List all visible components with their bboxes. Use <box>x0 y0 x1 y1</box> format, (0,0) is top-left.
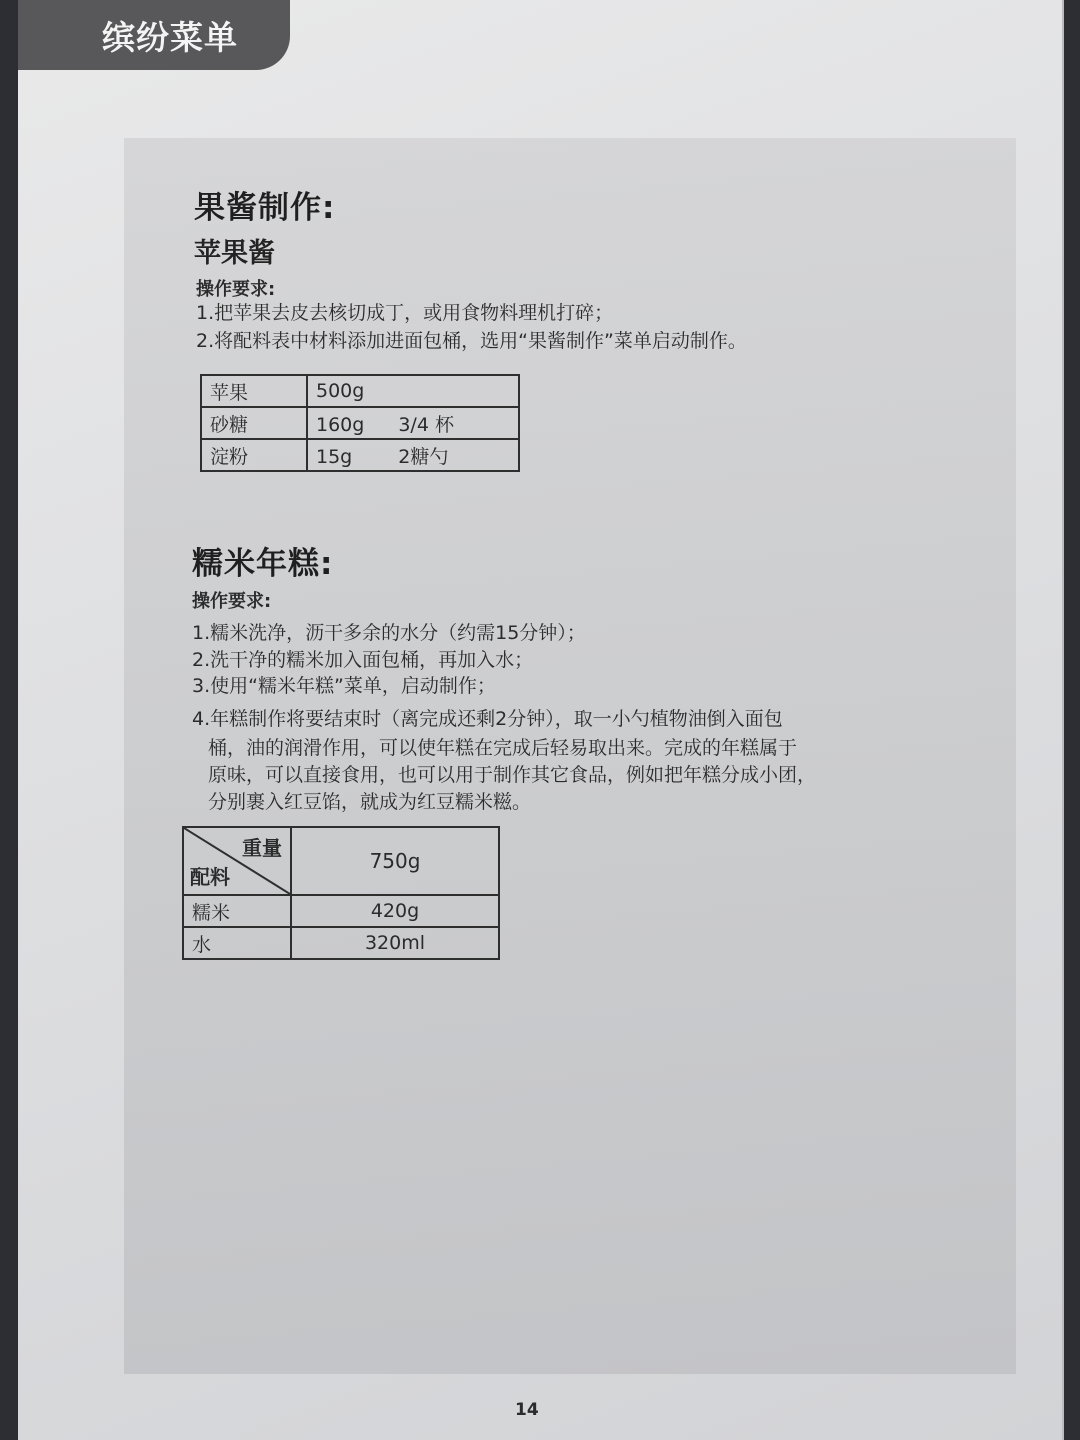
niangao-step-4-line-2: 桶，油的润滑作用，可以使年糕在完成后轻易取出来。完成的年糕属于 <box>208 737 798 759</box>
niangao-step-3: 3.使用“糯米年糕”菜单，启动制作； <box>192 675 496 697</box>
table-row <box>183 895 499 927</box>
ingredient-cell: 淀粉 <box>201 439 307 471</box>
amount-cell: 420g <box>291 895 499 927</box>
jam-step-2: 2.将配料表中材料添加进面包桶，选用“果酱制作”菜单启动制作。 <box>196 330 747 352</box>
manual-page <box>18 0 1064 1440</box>
ingredient-cell: 砂糖 <box>201 407 307 439</box>
amount-cell <box>307 375 519 407</box>
ingredient-header: 配料 <box>190 865 230 889</box>
section-header-title: 缤纷菜单 <box>102 18 238 57</box>
measure-value: 2糖勺 <box>398 445 449 468</box>
jam-requirements-label: 操作要求: <box>196 279 276 300</box>
page-number: 14 <box>515 1400 539 1420</box>
jam-ingredients-table <box>200 374 520 472</box>
amount-cell <box>307 439 519 471</box>
amount-cell <box>307 407 519 439</box>
niangao-ingredients-table <box>182 826 500 960</box>
amount-value: 15g <box>316 445 353 468</box>
niangao-section-title: 糯米年糕: <box>192 546 334 582</box>
amount-value: 160g <box>316 413 365 436</box>
amount-value: 500g <box>316 380 365 402</box>
niangao-step-2: 2.洗干净的糯米加入面包桶，再加入水； <box>192 649 534 671</box>
jam-section-title: 果酱制作: <box>194 190 336 226</box>
niangao-requirements-label: 操作要求: <box>192 591 272 612</box>
table-header-row <box>183 827 499 895</box>
ingredient-cell: 水 <box>183 927 291 959</box>
ingredient-cell: 苹果 <box>201 375 307 407</box>
jam-step-1: 1.把苹果去皮去核切成丁，或用食物料理机打碎； <box>196 302 614 324</box>
niangao-step-4-line-1: 4.年糕制作将要结束时（离完成还剩2分钟），取一小勺植物油倒入面包 <box>192 708 783 730</box>
recipe-panel <box>124 138 1016 1374</box>
table-row <box>183 927 499 959</box>
diagonal-header-cell <box>183 827 291 895</box>
table-row <box>201 407 519 439</box>
weight-header: 重量 <box>242 836 282 860</box>
niangao-step-1: 1.糯米洗净，沥干多余的水分（约需15分钟）； <box>192 622 586 644</box>
niangao-step-4-line-3: 原味，可以直接食用，也可以用于制作其它食品，例如把年糕分成小团， <box>208 764 817 786</box>
ingredient-cell: 糯米 <box>183 895 291 927</box>
total-weight-header: 750g <box>291 827 499 895</box>
niangao-step-4-line-4: 分别裹入红豆馅，就成为红豆糯米糍。 <box>208 791 532 813</box>
amount-cell: 320ml <box>291 927 499 959</box>
table-row <box>201 439 519 471</box>
section-header-tab <box>18 0 290 70</box>
measure-value: 3/4 杯 <box>398 413 454 436</box>
jam-recipe-name: 苹果酱 <box>194 238 275 269</box>
table-row <box>201 375 519 407</box>
